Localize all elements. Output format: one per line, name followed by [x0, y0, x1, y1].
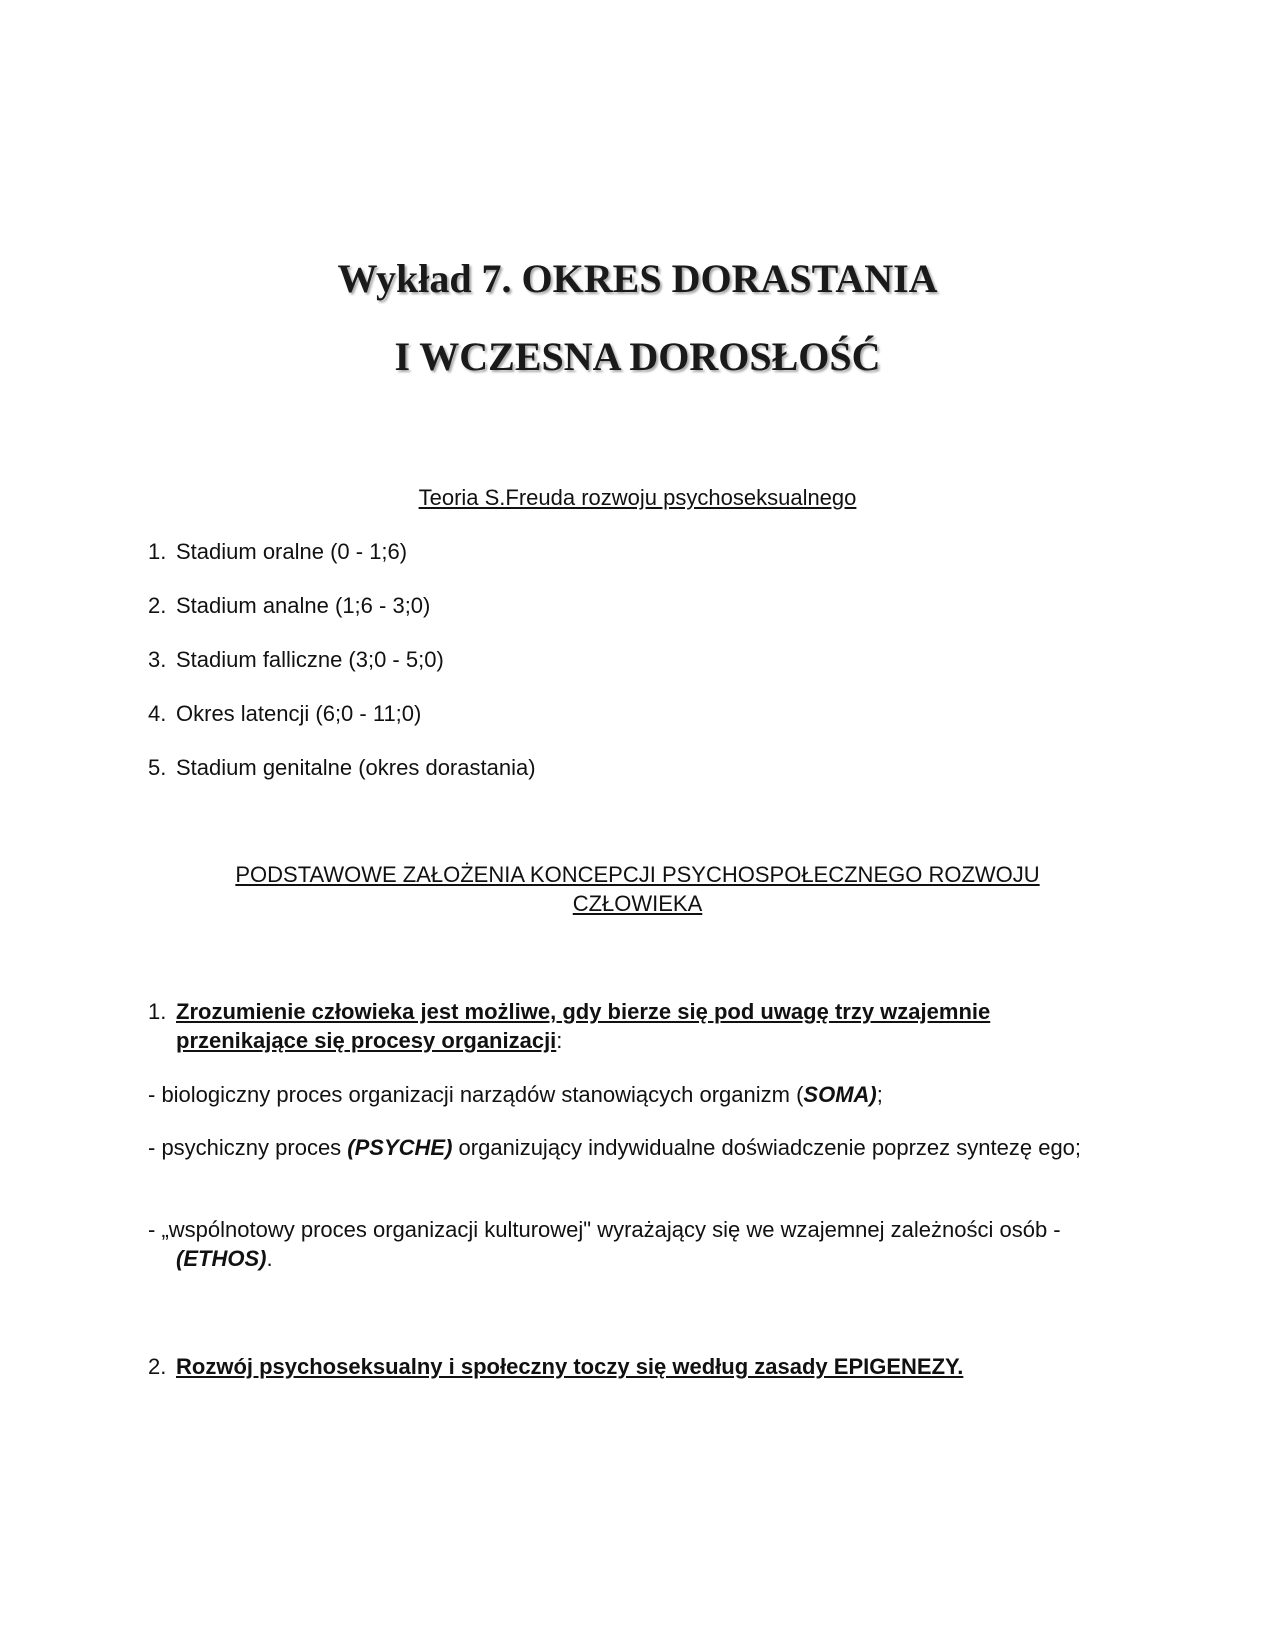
- list-item-text: Stadium analne (1;6 - 3;0): [176, 593, 431, 618]
- list-item-number: 1.: [148, 539, 167, 564]
- dash-item-term: SOMA): [803, 1082, 877, 1107]
- list-item: [148, 753, 536, 807]
- title-line-2: I WCZESNA DOROSŁOŚĆ: [394, 334, 881, 379]
- point-text: Rozwój psychoseksualny i społeczny toczy się według zasady EPIGENEZY.: [176, 1354, 964, 1379]
- list-item-text: Stadium falliczne (3;0 - 5;0): [176, 647, 444, 672]
- point-suffix: :: [556, 1028, 563, 1053]
- dash-item-term: (PSYCHE): [347, 1135, 453, 1160]
- list-item: [148, 699, 536, 753]
- list-item-number: 5.: [148, 755, 167, 780]
- freud-heading: Teoria S.Freuda rozwoju psychoseksualnego: [418, 485, 857, 510]
- list-item: [148, 645, 536, 699]
- assumption-point-2: [148, 1352, 1118, 1381]
- dash-item-text: - biologiczny proces organizacji narządów stanowiących organizm (: [148, 1082, 804, 1107]
- freud-stages-list: [148, 537, 536, 807]
- dash-item-soma: [148, 1080, 1146, 1109]
- list-item-number: 3.: [148, 647, 167, 672]
- dash-item-text: - „wspólnotowy proces organizacji kulturowej" wyrażający się we wzajemnej zależności osób -: [148, 1217, 1061, 1242]
- list-item: [148, 591, 536, 645]
- list-item-number: 4.: [148, 701, 167, 726]
- list-item-text: Stadium oralne (0 - 1;6): [176, 539, 408, 564]
- dash-item-tail: .: [266, 1246, 273, 1271]
- dash-item-ethos: [148, 1215, 1146, 1273]
- list-item: [148, 537, 536, 591]
- point-text: Zrozumienie człowieka jest możliwe, gdy bierze się pod uwagę trzy wzajemnie przenikające się procesy organizacji: [176, 999, 991, 1053]
- dash-item-tail: ;: [876, 1082, 883, 1107]
- title-line-1: Wykład 7. OKRES DORASTANIA: [337, 256, 938, 301]
- assumptions-heading: PODSTAWOWE ZAŁOŻENIA KONCEPCJI PSYCHOSPOŁECZNEGO ROZWOJU CZŁOWIEKA: [235, 862, 1040, 916]
- point-number: 1.: [148, 999, 167, 1024]
- list-item-text: Okres latencji (6;0 - 11;0): [176, 701, 422, 726]
- point-number: 2.: [148, 1354, 167, 1379]
- dash-item-text: - psychiczny proces: [148, 1135, 348, 1160]
- dash-item-term: (ETHOS): [176, 1246, 267, 1271]
- dash-item-psyche: [148, 1133, 1146, 1162]
- list-item-number: 2.: [148, 593, 167, 618]
- assumption-point-1: [148, 997, 1118, 1055]
- list-item-text: Stadium genitalne (okres dorastania): [176, 755, 536, 780]
- dash-item-tail: organizujący indywidualne doświadczenie poprzez syntezę ego;: [452, 1135, 1082, 1160]
